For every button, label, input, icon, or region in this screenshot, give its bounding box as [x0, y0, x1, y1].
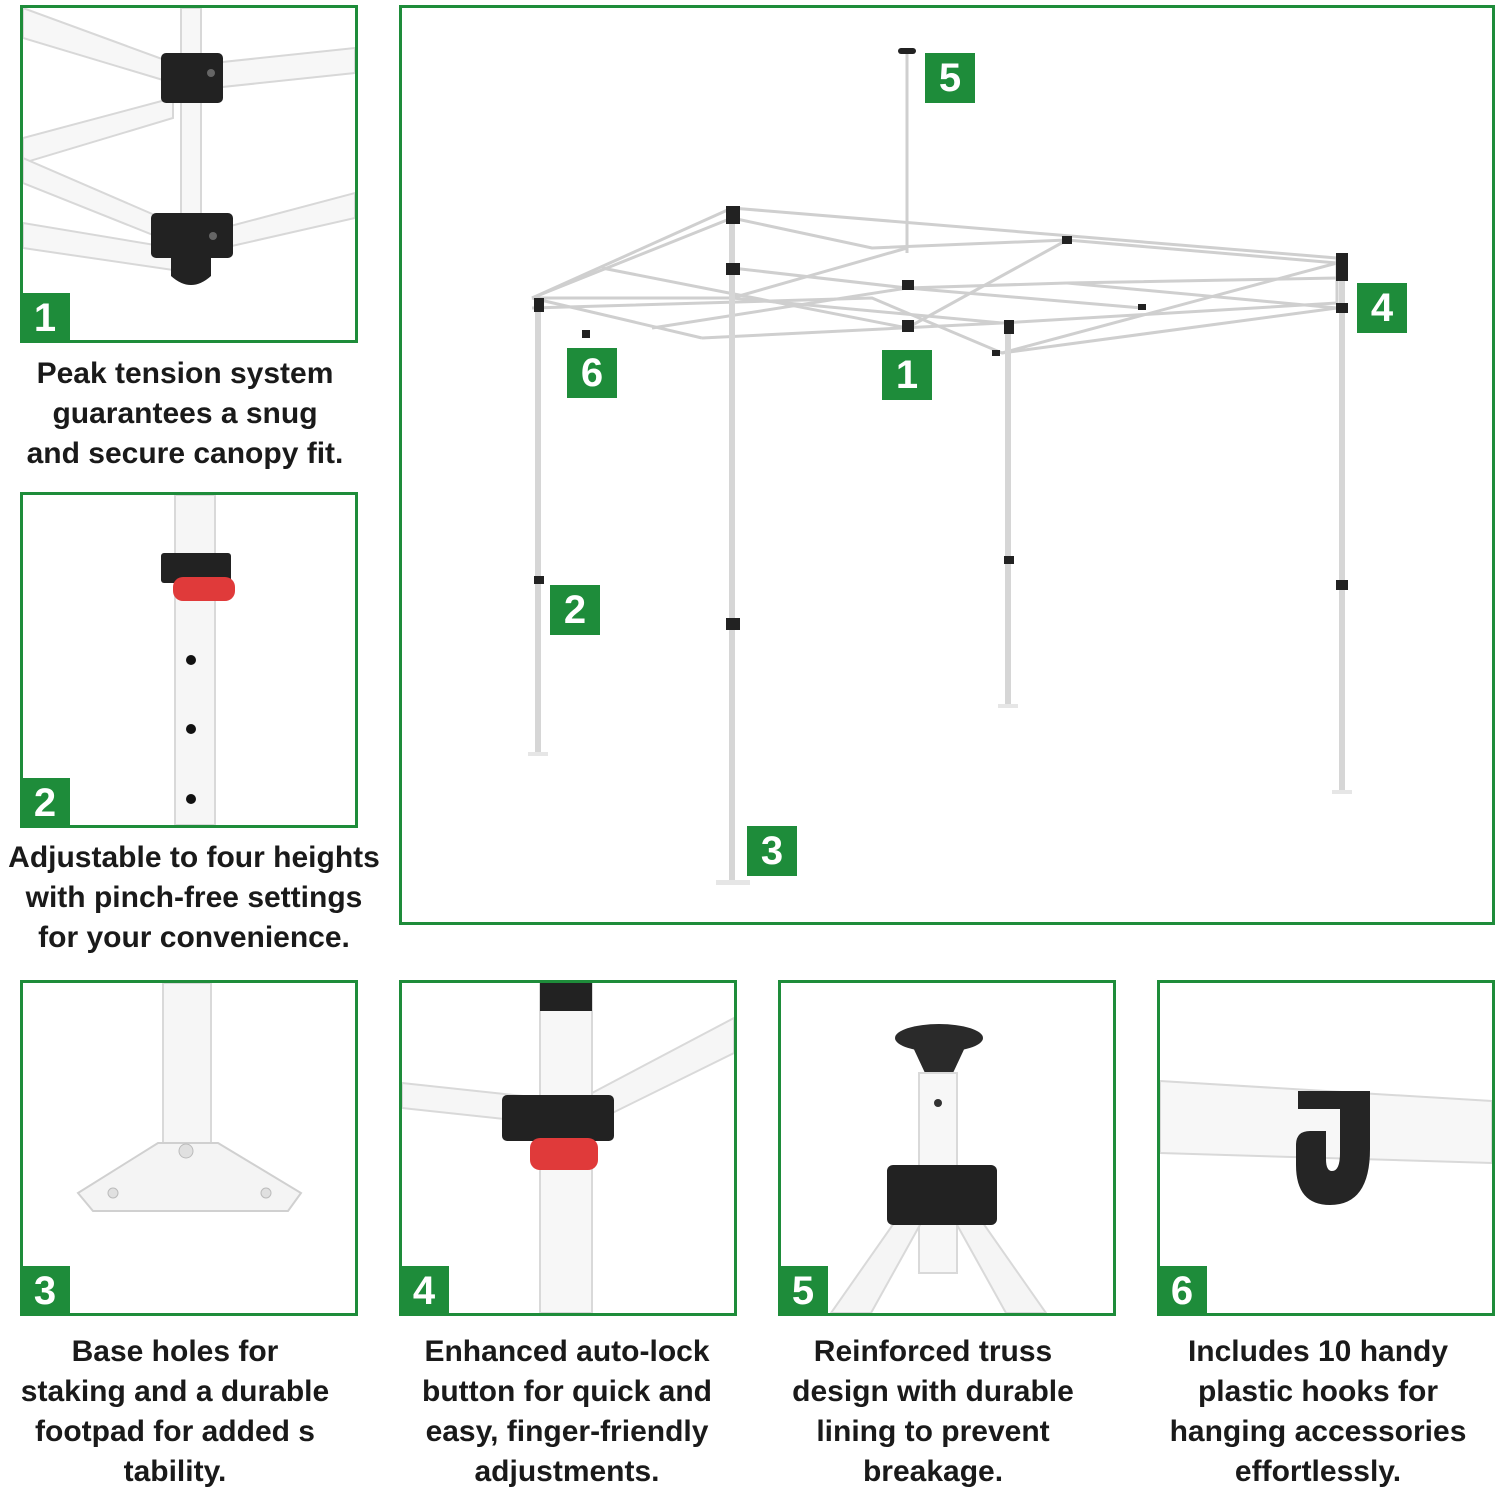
height-adjust-illustration: [23, 495, 355, 825]
main-label-3: 3: [747, 826, 797, 876]
detail-panel-2: [20, 492, 358, 828]
footpad-illustration: [23, 983, 355, 1313]
main-label-4: 4: [1357, 283, 1407, 333]
detail-panel-4: [399, 980, 737, 1316]
panel-number-badge: 4: [399, 1266, 449, 1316]
panel-caption-4: Enhanced auto-lock button for quick and easy, finger-friendly adjustments.: [422, 1335, 712, 1488]
main-label-5: 5: [925, 53, 975, 103]
canopy-frame-illustration: [402, 8, 1492, 922]
detail-panel-3: [20, 980, 358, 1316]
panel-number-badge: 2: [20, 778, 70, 828]
peak-tension-illustration: [23, 8, 355, 340]
panel-number-badge: 3: [20, 1266, 70, 1316]
panel-caption-3: Base holes for staking and a durable footpad for added s tability.: [20, 1335, 330, 1488]
main-frame-panel: [399, 5, 1495, 925]
panel-caption-6: Includes 10 handy plastic hooks for hanging accessories effortlessly.: [1169, 1335, 1467, 1488]
detail-panel-6: [1157, 980, 1495, 1316]
panel-caption-5: Reinforced truss design with durable lining to prevent breakage.: [792, 1335, 1074, 1488]
panel-number-badge: 5: [778, 1266, 828, 1316]
auto-lock-illustration: [402, 983, 734, 1313]
panel-caption-1: Peak tension system guarantees a snug and secure canopy fit.: [26, 357, 344, 470]
panel-caption-2: Adjustable to four heights with pinch-free settings for your convenience.: [8, 841, 380, 954]
detail-panel-5: [778, 980, 1116, 1316]
main-label-6: 6: [567, 348, 617, 398]
panel-number-badge: 1: [20, 293, 70, 343]
detail-panel-1: [20, 5, 358, 343]
truss-illustration: [781, 983, 1113, 1313]
hook-illustration: [1160, 983, 1492, 1313]
main-label-1: 1: [882, 350, 932, 400]
panel-number-badge: 6: [1157, 1266, 1207, 1316]
main-label-2: 2: [550, 585, 600, 635]
